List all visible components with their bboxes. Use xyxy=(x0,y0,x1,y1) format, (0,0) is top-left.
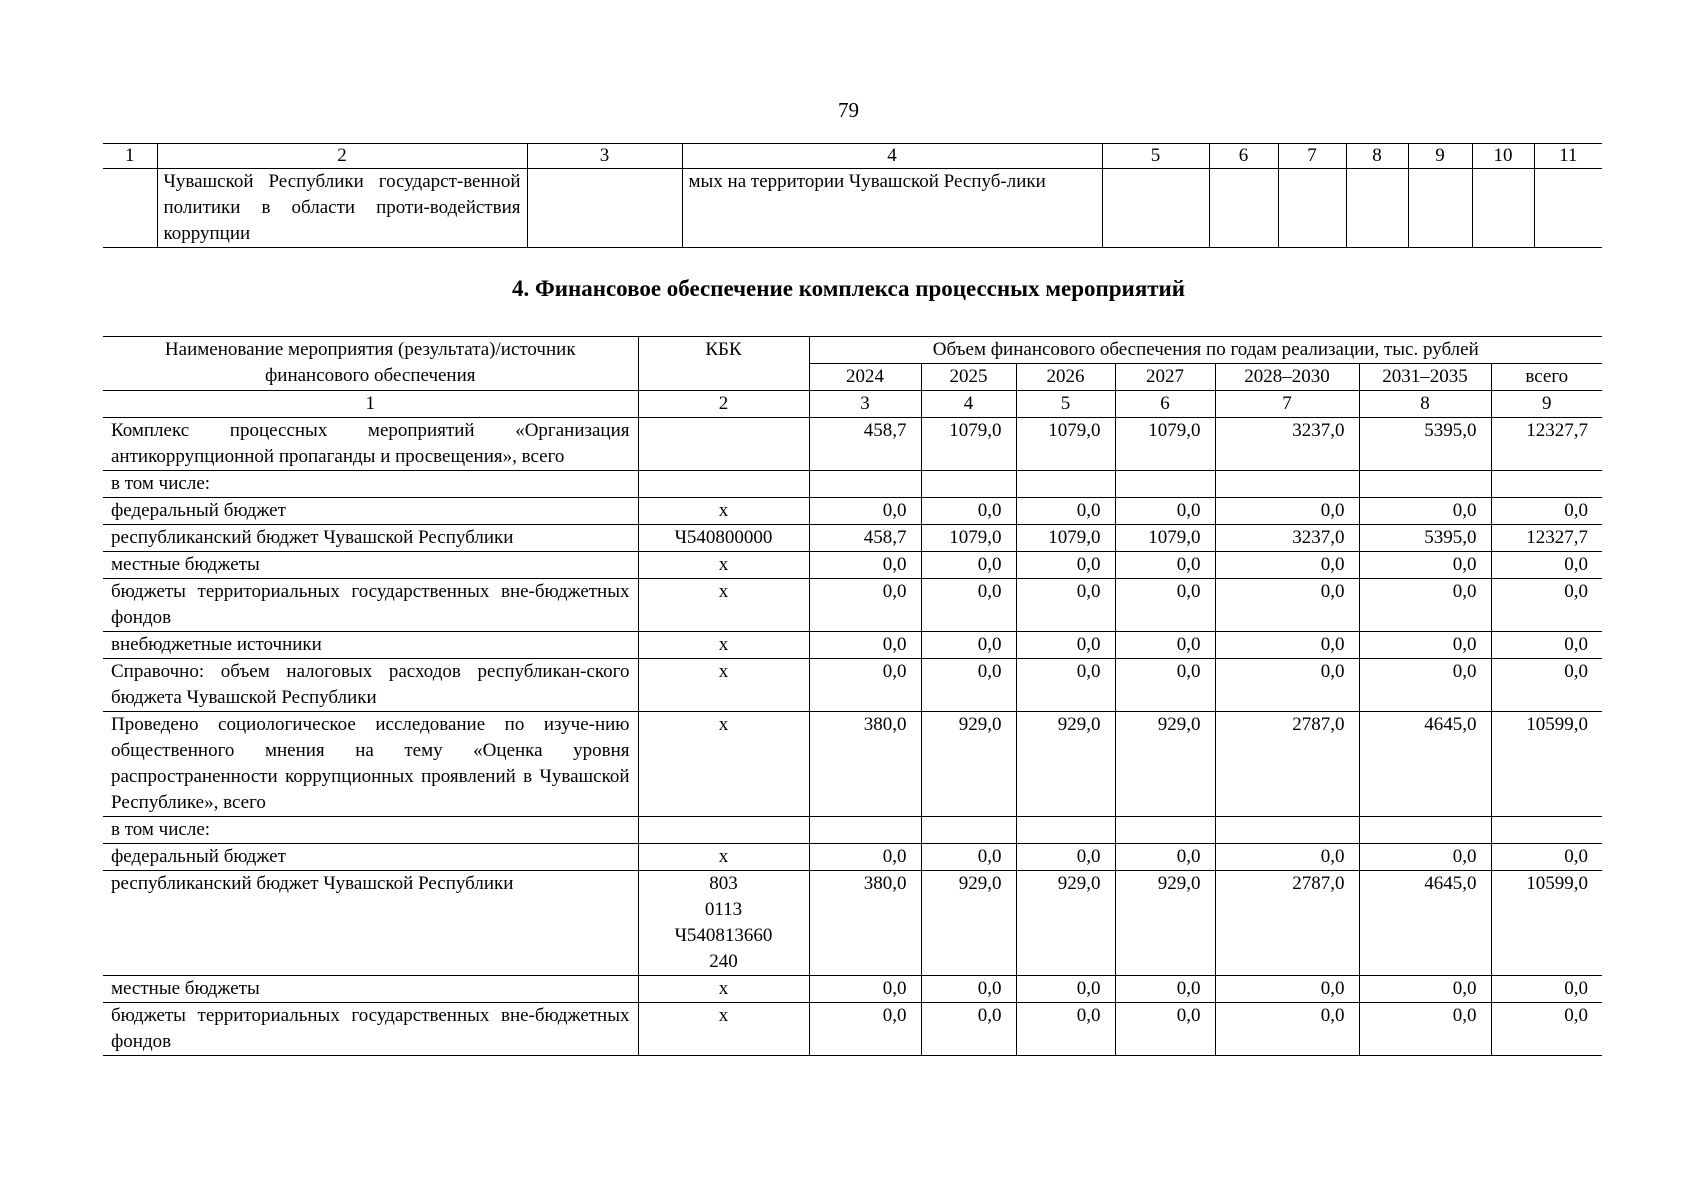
row-value: 0,0 xyxy=(1359,632,1491,659)
row-value: 0,0 xyxy=(809,552,921,579)
row-value: 929,0 xyxy=(1016,871,1115,976)
table-row xyxy=(103,552,1602,579)
column-number: 11 xyxy=(1534,144,1602,169)
row-value: 1079,0 xyxy=(1016,525,1115,552)
row-kbk: x xyxy=(638,712,809,817)
row-value: 0,0 xyxy=(809,632,921,659)
row-value: 2787,0 xyxy=(1215,712,1359,817)
row-value xyxy=(1491,817,1602,844)
row-value: 10599,0 xyxy=(1491,871,1602,976)
row-kbk: Ч540800000 xyxy=(638,525,809,552)
row-value: 0,0 xyxy=(1115,498,1215,525)
row-value: 0,0 xyxy=(1215,976,1359,1003)
row-value: 0,0 xyxy=(1016,632,1115,659)
section-title: 4. Финансовое обеспечение комплекса процессных мероприятий xyxy=(511,276,1186,301)
column-number: 7 xyxy=(1215,391,1359,418)
row-value: 0,0 xyxy=(1016,844,1115,871)
table-cell xyxy=(1346,169,1408,248)
table-cell xyxy=(1534,169,1602,248)
row-value xyxy=(1115,471,1215,498)
column-number: 4 xyxy=(921,391,1016,418)
row-value: 1079,0 xyxy=(921,525,1016,552)
table-row xyxy=(103,844,1602,871)
row-value: 0,0 xyxy=(1115,659,1215,712)
row-value: 0,0 xyxy=(921,844,1016,871)
row-value: 0,0 xyxy=(1115,976,1215,1003)
row-name: местные бюджеты xyxy=(103,976,638,1003)
column-number: 6 xyxy=(1115,391,1215,418)
row-value: 0,0 xyxy=(1359,844,1491,871)
row-value: 10599,0 xyxy=(1491,712,1602,817)
header-year: 2031–2035 xyxy=(1359,364,1491,391)
row-value: 0,0 xyxy=(1359,579,1491,632)
continued-table xyxy=(103,143,1602,248)
table-row xyxy=(103,632,1602,659)
row-value: 0,0 xyxy=(921,579,1016,632)
row-value: 0,0 xyxy=(1215,632,1359,659)
row-value xyxy=(809,471,921,498)
row-value: 0,0 xyxy=(809,498,921,525)
row-value: 0,0 xyxy=(809,844,921,871)
column-number: 4 xyxy=(682,144,1102,169)
row-value: 0,0 xyxy=(1016,579,1115,632)
row-value: 0,0 xyxy=(1215,844,1359,871)
row-value: 1079,0 xyxy=(1115,418,1215,471)
row-name: бюджеты территориальных государственных вне-бюджетных фондов xyxy=(103,579,638,632)
row-kbk: x xyxy=(638,1003,809,1056)
row-value: 458,7 xyxy=(809,525,921,552)
row-name: федеральный бюджет xyxy=(103,498,638,525)
row-value xyxy=(921,471,1016,498)
row-value xyxy=(1359,817,1491,844)
row-value: 1079,0 xyxy=(921,418,1016,471)
header-row xyxy=(103,337,1602,364)
row-value: 929,0 xyxy=(1115,871,1215,976)
row-value xyxy=(1016,471,1115,498)
column-number: 9 xyxy=(1491,391,1602,418)
row-value: 0,0 xyxy=(1215,659,1359,712)
column-number: 5 xyxy=(1016,391,1115,418)
row-value: 5395,0 xyxy=(1359,525,1491,552)
row-value: 2787,0 xyxy=(1215,871,1359,976)
row-value: 380,0 xyxy=(809,712,921,817)
row-kbk: x xyxy=(638,976,809,1003)
row-value: 0,0 xyxy=(1359,498,1491,525)
table-row xyxy=(103,498,1602,525)
row-value xyxy=(921,817,1016,844)
row-value: 0,0 xyxy=(1215,579,1359,632)
row-value xyxy=(1115,817,1215,844)
row-value: 0,0 xyxy=(809,976,921,1003)
row-value: 0,0 xyxy=(1016,976,1115,1003)
row-kbk xyxy=(638,418,809,471)
row-kbk: x xyxy=(638,552,809,579)
header-year: 2024 xyxy=(809,364,921,391)
row-kbk xyxy=(638,817,809,844)
column-number-row xyxy=(103,144,1602,169)
table-cell xyxy=(1472,169,1534,248)
row-name: внебюджетные источники xyxy=(103,632,638,659)
row-value xyxy=(1215,471,1359,498)
row-value: 929,0 xyxy=(1016,712,1115,817)
row-value: 0,0 xyxy=(921,976,1016,1003)
header-year: 2025 xyxy=(921,364,1016,391)
row-value: 0,0 xyxy=(1215,552,1359,579)
row-value: 0,0 xyxy=(1016,498,1115,525)
row-value: 380,0 xyxy=(809,871,921,976)
header-year: 2028–2030 xyxy=(1215,364,1359,391)
row-value: 0,0 xyxy=(1115,1003,1215,1056)
row-kbk: x xyxy=(638,844,809,871)
row-value: 0,0 xyxy=(1491,579,1602,632)
financing-table xyxy=(103,336,1602,1056)
column-number: 10 xyxy=(1472,144,1534,169)
row-kbk: x xyxy=(638,659,809,712)
row-value: 0,0 xyxy=(809,579,921,632)
row-value: 0,0 xyxy=(1115,552,1215,579)
row-value: 0,0 xyxy=(1491,844,1602,871)
row-value: 0,0 xyxy=(1491,498,1602,525)
row-name: местные бюджеты xyxy=(103,552,638,579)
row-value: 929,0 xyxy=(1115,712,1215,817)
row-value: 0,0 xyxy=(1359,1003,1491,1056)
row-value: 0,0 xyxy=(1016,552,1115,579)
column-number: 8 xyxy=(1359,391,1491,418)
row-value: 0,0 xyxy=(1016,659,1115,712)
table-cell xyxy=(527,169,682,248)
table-cell xyxy=(1408,169,1472,248)
row-name: в том числе: xyxy=(103,817,638,844)
header-year: 2026 xyxy=(1016,364,1115,391)
table-row xyxy=(103,418,1602,471)
table-row xyxy=(103,659,1602,712)
row-kbk: x xyxy=(638,498,809,525)
row-kbk: x xyxy=(638,579,809,632)
row-value: 1079,0 xyxy=(1016,418,1115,471)
row-value: 0,0 xyxy=(1016,1003,1115,1056)
column-number: 5 xyxy=(1102,144,1209,169)
row-value: 0,0 xyxy=(1491,1003,1602,1056)
row-value: 0,0 xyxy=(921,498,1016,525)
row-value: 12327,7 xyxy=(1491,525,1602,552)
header-year: всего xyxy=(1491,364,1602,391)
row-kbk: x xyxy=(638,632,809,659)
row-name: республиканский бюджет Чувашской Республики xyxy=(103,871,638,976)
row-value: 458,7 xyxy=(809,418,921,471)
table-row xyxy=(103,871,1602,976)
column-number: 2 xyxy=(157,144,527,169)
table-cell xyxy=(103,169,157,248)
table-row xyxy=(103,579,1602,632)
table-cell xyxy=(1278,169,1346,248)
header-kbk: КБК xyxy=(638,337,809,391)
table-cell xyxy=(1209,169,1278,248)
row-name: Справочно: объем налоговых расходов республикан-ского бюджета Чувашской Республики xyxy=(103,659,638,712)
column-number: 3 xyxy=(809,391,921,418)
column-number: 8 xyxy=(1346,144,1408,169)
row-value: 0,0 xyxy=(1215,498,1359,525)
row-name: Проведено социологическое исследование по изуче-нию общественного мнения на тему «Оценка уровня распространенности коррупционных проявлений в Чувашской Республике», всего xyxy=(103,712,638,817)
row-value xyxy=(1016,817,1115,844)
table-row xyxy=(103,471,1602,498)
row-value: 0,0 xyxy=(1359,976,1491,1003)
financing-rows xyxy=(103,418,1602,1056)
row-value: 0,0 xyxy=(1491,552,1602,579)
row-name: бюджеты территориальных государственных вне-бюджетных фондов xyxy=(103,1003,638,1056)
page-number: 79 xyxy=(838,98,859,122)
row-value: 0,0 xyxy=(921,1003,1016,1056)
row-name: в том числе: xyxy=(103,471,638,498)
column-number: 3 xyxy=(527,144,682,169)
table-cell: Чувашской Республики государст-венной политики в области проти-водействия коррупции xyxy=(157,169,527,248)
header-volume: Объем финансового обеспечения по годам реализации, тыс. рублей xyxy=(809,337,1602,364)
row-value: 0,0 xyxy=(921,632,1016,659)
row-value: 3237,0 xyxy=(1215,418,1359,471)
column-number: 1 xyxy=(103,144,157,169)
column-number: 1 xyxy=(103,391,638,418)
row-name: федеральный бюджет xyxy=(103,844,638,871)
row-value: 0,0 xyxy=(1115,844,1215,871)
row-value: 5395,0 xyxy=(1359,418,1491,471)
column-number: 9 xyxy=(1408,144,1472,169)
column-number: 7 xyxy=(1278,144,1346,169)
row-value: 0,0 xyxy=(809,1003,921,1056)
row-value: 0,0 xyxy=(921,552,1016,579)
table-row xyxy=(103,1003,1602,1056)
row-value: 0,0 xyxy=(1215,1003,1359,1056)
row-value xyxy=(1491,471,1602,498)
row-value: 0,0 xyxy=(1491,632,1602,659)
row-value xyxy=(1215,817,1359,844)
row-value xyxy=(809,817,921,844)
row-name: республиканский бюджет Чувашской Республики xyxy=(103,525,638,552)
row-value: 3237,0 xyxy=(1215,525,1359,552)
row-value: 929,0 xyxy=(921,712,1016,817)
row-name: Комплекс процессных мероприятий «Организация антикоррупционной пропаганды и просвещения», всего xyxy=(103,418,638,471)
header-year: 2027 xyxy=(1115,364,1215,391)
row-value: 0,0 xyxy=(1115,632,1215,659)
row-value: 0,0 xyxy=(1115,579,1215,632)
column-number: 6 xyxy=(1209,144,1278,169)
row-value: 0,0 xyxy=(1359,552,1491,579)
row-value: 0,0 xyxy=(1359,659,1491,712)
row-value: 0,0 xyxy=(809,659,921,712)
table-row xyxy=(103,817,1602,844)
table-row xyxy=(103,525,1602,552)
row-kbk: 803 0113 Ч540813660 240 xyxy=(638,871,809,976)
column-number-row xyxy=(103,391,1602,418)
row-value: 1079,0 xyxy=(1115,525,1215,552)
row-value: 0,0 xyxy=(1491,976,1602,1003)
row-kbk xyxy=(638,471,809,498)
row-value: 4645,0 xyxy=(1359,712,1491,817)
row-value: 929,0 xyxy=(921,871,1016,976)
row-value: 0,0 xyxy=(921,659,1016,712)
continuation-row xyxy=(103,169,1602,248)
row-value: 4645,0 xyxy=(1359,871,1491,976)
row-value xyxy=(1359,471,1491,498)
table-row xyxy=(103,712,1602,817)
column-number: 2 xyxy=(638,391,809,418)
header-name: Наименование мероприятия (результата)/источник финансового обеспечения xyxy=(103,337,638,391)
table-cell xyxy=(1102,169,1209,248)
table-cell: мых на территории Чувашской Респуб-лики xyxy=(682,169,1102,248)
row-value: 12327,7 xyxy=(1491,418,1602,471)
row-value: 0,0 xyxy=(1491,659,1602,712)
table-row xyxy=(103,976,1602,1003)
